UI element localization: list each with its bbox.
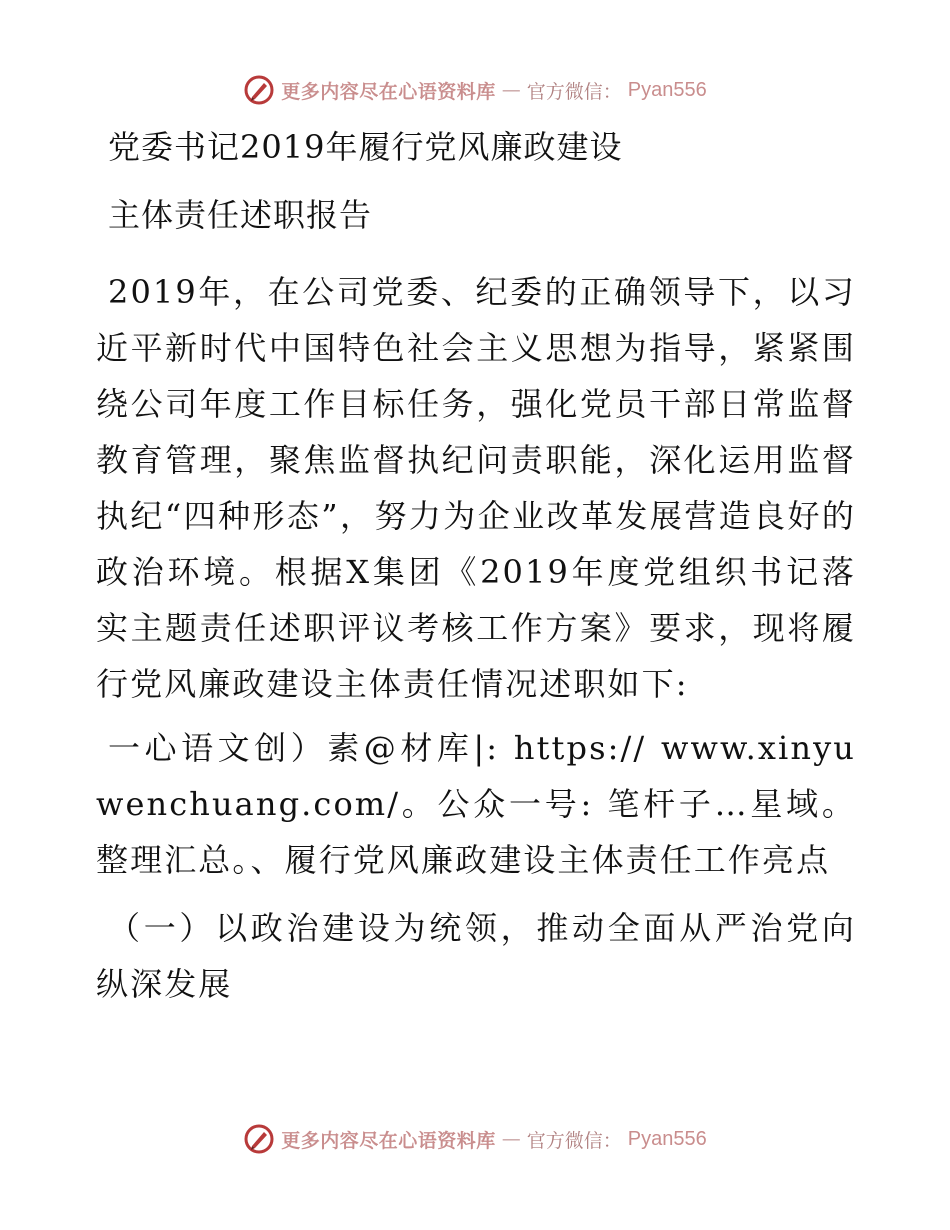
footer-banner-text: 更多内容尽在心语资料库 bbox=[281, 1129, 496, 1152]
paragraph-subsection-one: （一）以政治建设为统领，推动全面从严治党向纵深发展 bbox=[96, 909, 856, 1003]
document-body bbox=[96, 124, 856, 1012]
pen-logo-icon bbox=[243, 1123, 275, 1155]
banner-separator: — bbox=[501, 79, 521, 101]
footer-banner-separator: — bbox=[501, 1128, 521, 1150]
paragraph-intro: 2019年，在公司党委、纪委的正确领导下，以习近平新时代中国特色社会主义思想为指导，紧紧围绕公司年度工作目标任务，强化党员干部日常监督教育管理，聚焦监督执纪问责职能，深化运用监督执纪“四种形态”，努力为企业改革发展营造良好的政治环境。根据X集团《2019年度党组织书记落实主题责任述职评议考核工作方案》要求，现将履行党风廉政建设主体责任情况述职如下: bbox=[96, 273, 856, 703]
banner-wechat-label: 官方微信： bbox=[526, 80, 622, 103]
footer-banner bbox=[0, 1117, 950, 1161]
header-banner bbox=[0, 68, 950, 112]
footer-banner-wechat-id: Pyan556 bbox=[627, 1127, 707, 1150]
pen-logo-icon bbox=[243, 74, 275, 106]
document-title-line-2: 主体责任述职报告 bbox=[108, 196, 373, 234]
footer-banner-wechat-label: 官方微信： bbox=[526, 1129, 622, 1152]
banner-text: 更多内容尽在心语资料库 bbox=[281, 80, 496, 103]
document-title-line-1: 党委书记2019年履行党风廉政建设 bbox=[108, 128, 623, 166]
banner-wechat-id: Pyan556 bbox=[627, 78, 707, 101]
paragraph-section-one: 一心语文创）素@材库|: https:// www.xinyuwenchuang.com/。公众一号: 笔杆子…星域。整理汇总。、履行党风廉政建设主体责任工作亮点 bbox=[96, 729, 856, 879]
